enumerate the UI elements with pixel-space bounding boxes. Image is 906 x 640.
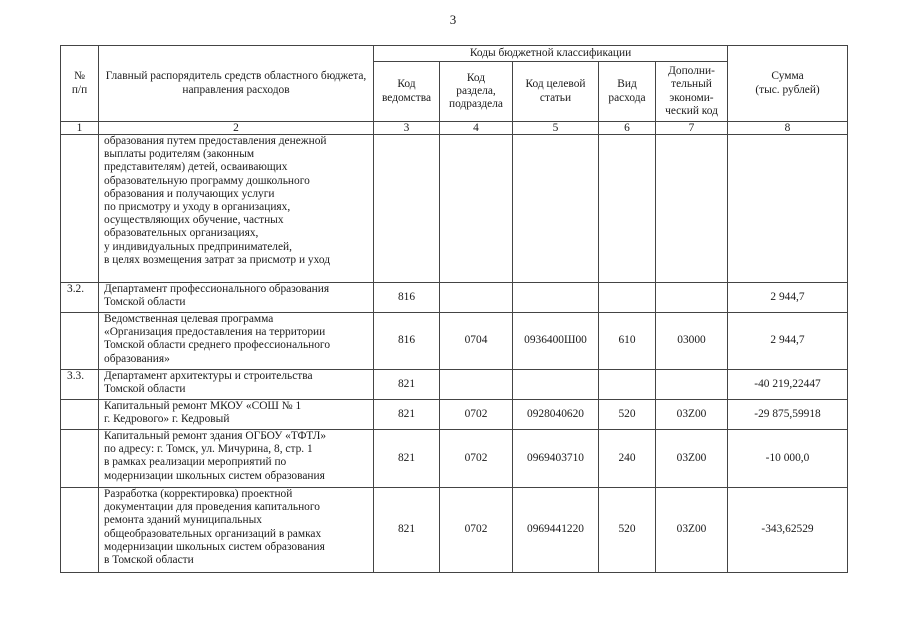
row-target bbox=[513, 283, 599, 313]
row-extra bbox=[656, 135, 728, 283]
row-target: 0969441220 bbox=[513, 488, 599, 573]
row-num: 3.2. bbox=[61, 283, 99, 313]
row-section: 0702 bbox=[440, 430, 513, 488]
row-name: образования путем предоставления денежной выплаты родителям (законным представителям) детей, осваивающих образовательную программу дошкольного образования и получающих услуги по присмотру и уходу в организациях, осуществляющих обучение, частных образовательных организациях, у индивидуальных предпринимателей, в целях возмещения затрат за присмотр и уход bbox=[99, 135, 374, 283]
row-extra: 03Z00 bbox=[656, 400, 728, 430]
header-sum: Сумма (тыс. рублей) bbox=[728, 46, 848, 122]
table-row bbox=[61, 313, 848, 370]
table-row bbox=[61, 370, 848, 400]
row-section bbox=[440, 283, 513, 313]
row-num bbox=[61, 135, 99, 283]
row-type bbox=[599, 283, 656, 313]
page-number: 3 bbox=[449, 12, 457, 27]
header-target-code: Код целевой статьи bbox=[513, 62, 599, 122]
index-cell: 8 bbox=[728, 122, 848, 135]
index-cell: 7 bbox=[656, 122, 728, 135]
row-type bbox=[599, 370, 656, 400]
row-type: 520 bbox=[599, 488, 656, 573]
row-dept: 821 bbox=[374, 400, 440, 430]
row-type: 520 bbox=[599, 400, 656, 430]
index-row bbox=[61, 122, 848, 135]
row-target: 0928040620 bbox=[513, 400, 599, 430]
table-row bbox=[61, 135, 848, 283]
row-extra: 03000 bbox=[656, 313, 728, 370]
row-section bbox=[440, 370, 513, 400]
row-section bbox=[440, 135, 513, 283]
row-sum: -10 000,0 bbox=[728, 430, 848, 488]
table-row bbox=[61, 283, 848, 313]
header-expense-type: Вид расхода bbox=[599, 62, 656, 122]
row-num bbox=[61, 313, 99, 370]
row-target bbox=[513, 135, 599, 283]
row-name: Капитальный ремонт здания ОГБОУ «ТФТЛ» по адресу: г. Томск, ул. Мичурина, 8, стр. 1 в рамках реализации мероприятий по модернизации школьных систем образования bbox=[99, 430, 374, 488]
row-target: 0936400Ш00 bbox=[513, 313, 599, 370]
row-num: 3.3. bbox=[61, 370, 99, 400]
row-dept: 816 bbox=[374, 283, 440, 313]
row-num bbox=[61, 430, 99, 488]
row-extra bbox=[656, 370, 728, 400]
row-dept: 816 bbox=[374, 313, 440, 370]
row-dept: 821 bbox=[374, 430, 440, 488]
row-name: Капитальный ремонт МКОУ «СОШ № 1 г. Кедрового» г. Кедровый bbox=[99, 400, 374, 430]
table-row bbox=[61, 430, 848, 488]
header-dept-code: Код ведомства bbox=[374, 62, 440, 122]
row-target bbox=[513, 370, 599, 400]
row-sum: 2 944,7 bbox=[728, 283, 848, 313]
table-row bbox=[61, 488, 848, 573]
index-cell: 5 bbox=[513, 122, 599, 135]
index-cell: 2 bbox=[99, 122, 374, 135]
row-extra: 03Z00 bbox=[656, 488, 728, 573]
row-name: Департамент архитектуры и строительства Томской области bbox=[99, 370, 374, 400]
row-sum: -40 219,22447 bbox=[728, 370, 848, 400]
row-sum: -343,62529 bbox=[728, 488, 848, 573]
row-extra: 03Z00 bbox=[656, 430, 728, 488]
row-dept: 821 bbox=[374, 488, 440, 573]
row-dept: 821 bbox=[374, 370, 440, 400]
header-main-manager: Главный распорядитель средств областного бюджета, направления расходов bbox=[99, 46, 374, 122]
row-name: Разработка (корректировка) проектной документации для проведения капитального ремонта зданий муниципальных общеобразовательных организаций в рамках модернизации школьных систем образования в Томской области bbox=[99, 488, 374, 573]
row-sum: 2 944,7 bbox=[728, 313, 848, 370]
table-row bbox=[61, 400, 848, 430]
row-section: 0704 bbox=[440, 313, 513, 370]
index-cell: 4 bbox=[440, 122, 513, 135]
row-type: 610 bbox=[599, 313, 656, 370]
row-name: Ведомственная целевая программа «Организация предоставления на территории Томской области среднего профессионального образования» bbox=[99, 313, 374, 370]
row-type: 240 bbox=[599, 430, 656, 488]
row-extra bbox=[656, 283, 728, 313]
row-num bbox=[61, 400, 99, 430]
row-section: 0702 bbox=[440, 400, 513, 430]
index-cell: 1 bbox=[61, 122, 99, 135]
row-target: 0969403710 bbox=[513, 430, 599, 488]
header-codes-group: Коды бюджетной классификации bbox=[374, 46, 728, 62]
header-num: № п/п bbox=[61, 46, 99, 122]
header-section-code: Код раздела, подраздела bbox=[440, 62, 513, 122]
index-cell: 6 bbox=[599, 122, 656, 135]
index-cell: 3 bbox=[374, 122, 440, 135]
row-sum bbox=[728, 135, 848, 283]
row-name: Департамент профессионального образования Томской области bbox=[99, 283, 374, 313]
row-section: 0702 bbox=[440, 488, 513, 573]
row-sum: -29 875,59918 bbox=[728, 400, 848, 430]
budget-table bbox=[60, 45, 848, 573]
row-dept bbox=[374, 135, 440, 283]
row-type bbox=[599, 135, 656, 283]
header-extra-code: Дополни- тельный экономи- ческий код bbox=[656, 62, 728, 122]
row-num bbox=[61, 488, 99, 573]
